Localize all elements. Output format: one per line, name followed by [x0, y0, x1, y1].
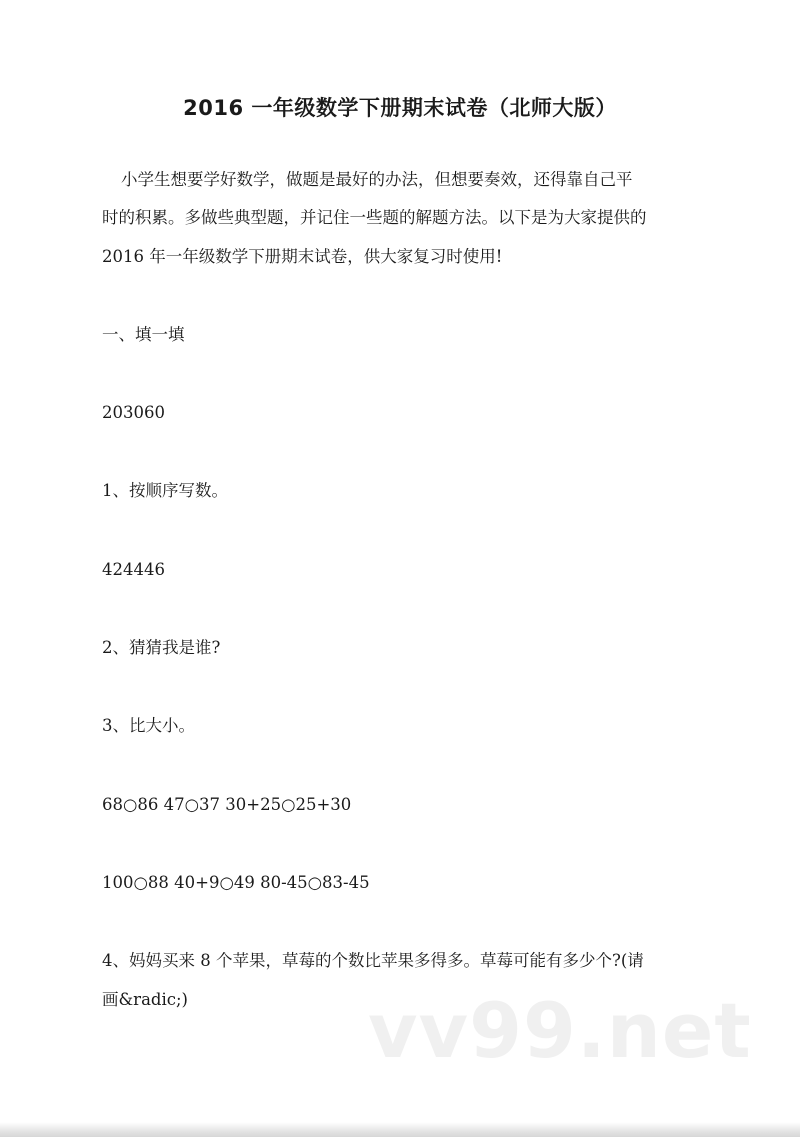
question-4-line-2: 画&radic;)	[102, 990, 188, 1009]
question-2: 2、猜猜我是谁?	[102, 638, 221, 657]
number-sequence-2: 424446	[102, 560, 165, 579]
document-title: 2016 一年级数学下册期末试卷（北师大版）	[183, 96, 617, 120]
question-3: 3、比大小。	[102, 716, 195, 735]
intro-line-2: 时的积累。多做些典型题，并记住一些题的解题方法。以下是为大家提供的	[102, 208, 647, 227]
watermark: vv99.net	[368, 986, 752, 1075]
intro-line-1: 小学生想要学好数学，做题是最好的办法，但想要奏效，还得靠自己平	[121, 170, 633, 189]
compare-row-2: 100○88 40+9○49 80-45○83-45	[102, 873, 370, 892]
section-heading-fill-in: 一、填一填	[102, 325, 185, 344]
intro-line-3: 2016 年一年级数学下册期末试卷，供大家复习时使用!	[102, 247, 503, 266]
number-sequence-1: 203060	[102, 403, 165, 422]
question-4-line-1: 4、妈妈买来 8 个苹果，草莓的个数比苹果多得多。草莓可能有多少个?(请	[102, 951, 644, 970]
compare-row-1: 68○86 47○37 30+25○25+30	[102, 795, 352, 814]
page-bottom-shadow	[0, 1122, 800, 1137]
question-1: 1、按顺序写数。	[102, 481, 228, 500]
